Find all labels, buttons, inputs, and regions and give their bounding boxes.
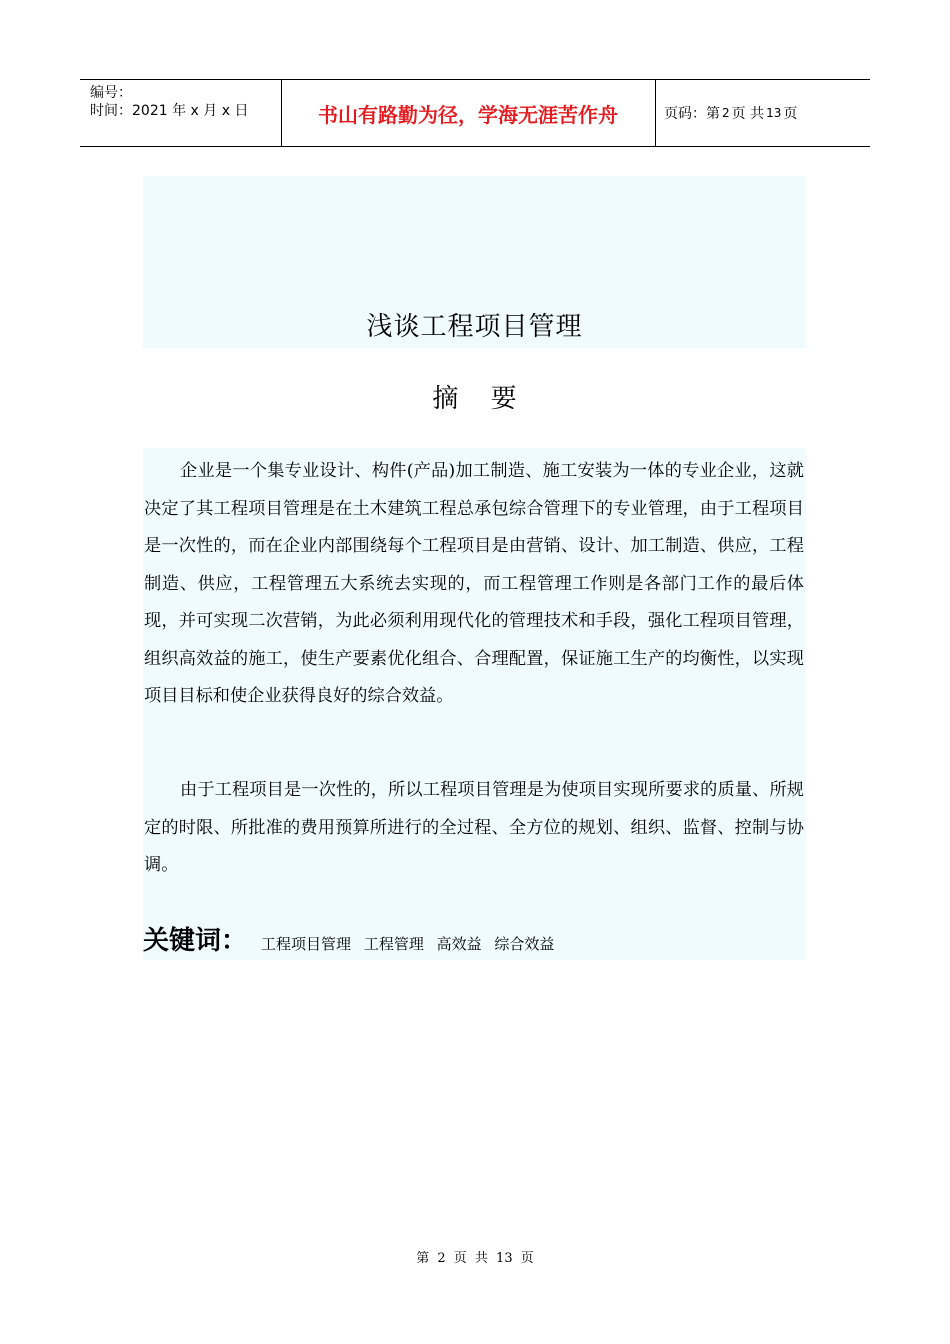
header-divider — [655, 80, 656, 146]
document-number-label: 编号： — [90, 85, 132, 101]
keywords-list — [261, 933, 562, 954]
page-prefix: 页码：第 — [664, 106, 720, 122]
keyword: 综合效益 — [494, 935, 555, 953]
header-motto: 书山有路勤为径，学海无涯苦作舟 — [318, 102, 618, 127]
keywords-row — [143, 920, 562, 957]
page-total: 13 — [766, 106, 782, 120]
header-page-number — [664, 80, 797, 146]
abstract-heading: 摘 要 — [432, 384, 529, 414]
abstract-paragraph: 企业是一个集专业设计、构件(产品)加工制造、施工安装为一体的专业企业，这就决定了其工程项目管理是在土木建筑工程总承包综合管理下的专业管理，由于工程项目是一次性的，而在企业内部围绕每个工程项目是由营销、设计、加工制造、供应，工程制造、供应，工程管理五大系统去实现的，而工程管理工作则是各部门工作的最后体现，并可实现二次营销，为此必须利用现代化的管理技术和手段，强化工程项目管理，组织高效益的施工，使生产要素优化组合、合理配置，保证施工生产的均衡性，以实现项目目标和使企业获得良好的综合效益。 — [144, 461, 804, 706]
keyword: 高效益 — [436, 935, 482, 953]
document-title: 浅谈工程项目管理 — [366, 312, 583, 342]
header-meta — [90, 84, 248, 120]
keywords-label: 关键词： — [143, 926, 248, 956]
abstract-paragraph: 由于工程项目是一次性的，所以工程项目管理是为使项目实现所要求的质量、所规定的时限、所批准的费用预算所进行的全过程、全方位的规划、组织、监督、控制与协调。 — [144, 780, 804, 875]
page-current: 2 — [722, 106, 730, 120]
document-date: 时间：2021 年 x 月 x 日 — [90, 103, 249, 119]
page-suffix: 页 — [783, 106, 798, 122]
page-footer: 第 2 页 共 13 页 — [416, 1251, 534, 1266]
page-mid: 页 共 — [731, 106, 765, 122]
keyword: 工程管理 — [363, 935, 424, 953]
keyword: 工程项目管理 — [261, 935, 352, 953]
page-header — [80, 79, 870, 147]
